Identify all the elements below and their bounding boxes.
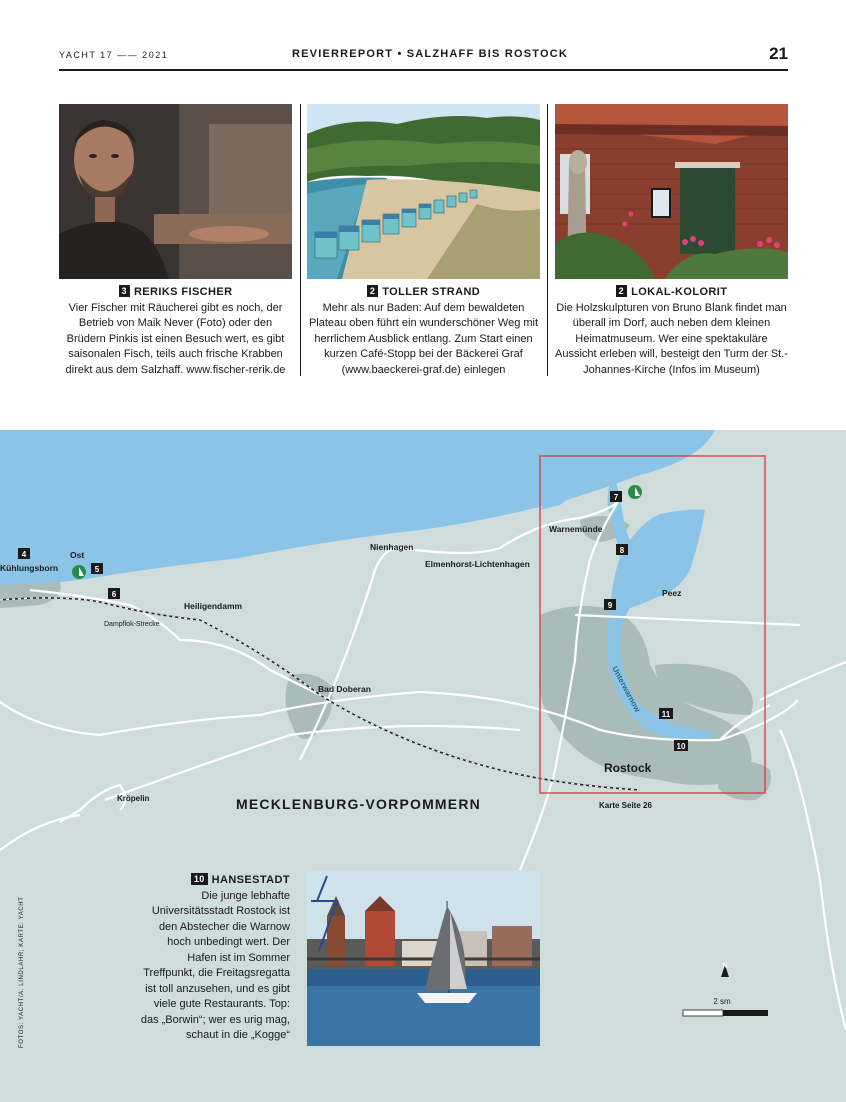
feature-caption [307,285,540,378]
caption-title [59,285,292,301]
place-bad-doberan: Bad Doberan [318,684,371,694]
region-label: MECKLENBURG-VORPOMMERN [236,796,481,812]
marker-badge: 2 [616,285,627,297]
caption-text: Vier Fischer mit Räucherei gibt es noch, der Betrieb von Maik Never (Foto) oder den Brüdern Pinkis ist einen Besuch wert, es gibt saisonalen Fisch, teils auch frische Krabben direkt aus dem Salzhaff. www.fischer-rerik.de [65,301,286,376]
caption-title-text: LOKAL-KOLORIT [631,286,728,298]
column-divider [547,104,548,376]
north-label: N [722,963,728,970]
place-rostock: Rostock [604,761,652,775]
scale-bar [683,1010,768,1016]
scale-label: 2 sm [713,997,731,1006]
museum-photo [555,104,788,279]
river-label: Unterwarnow [610,664,642,714]
place-ost: Ost [70,550,85,560]
marker-5: 5 [94,565,100,574]
feature-caption [555,285,788,378]
caption-text: Die Holzskulpturen von Bruno Blank findet man überall im Dorf, auch neben dem kleinen Heimatmuseum. Wer eine spektakuläre Aussicht erleben will, besteigt den Turm der St.-Johannes-Kirche (Infos im Museum) [555,301,788,376]
marker-badge: 10 [191,873,208,885]
place-heiligendamm: Heiligendamm [184,601,243,611]
rostock-harbour-photo [307,871,540,1046]
place-kroepelin: Kröpelin [117,794,150,803]
caption-title [307,285,540,301]
caption-title-text: HANSESTADT [211,874,290,886]
caption-title-text: RERIKS FISCHER [133,286,233,298]
hansestadt-caption [140,873,290,1044]
photo-credit [19,878,29,1048]
caption-text: Mehr als nur Baden: Auf dem bewaldeten Plateau oben führt ein wunderschöner Weg mit herrlichem Ausblick entlang. Zum Start einen kurzen Café-Stopp bei der Bäckerei Graf (www.baeckerei-graf.de) einlegen [308,301,539,376]
photo-credit-text: FOTOS: YACHT/A. LINDLAHR; KARTE: YACHT [19,896,25,1048]
feature-caption [59,285,292,378]
header-rule [59,69,788,71]
marker-10: 10 [676,742,686,751]
place-nienhagen: Nienhagen [370,542,414,552]
place-peez: Peez [662,588,682,598]
marker-6: 6 [111,590,117,599]
column-divider [300,104,301,376]
page-number: 21 [769,44,788,63]
beach-photo [307,104,540,279]
railway-label: Dampflok-Strecke [104,621,160,628]
marker-4: 4 [21,550,27,559]
caption-text: Die junge lebhafte Universitätsstadt Rostock ist den Abstecher die Warnow hoch unbedingt wert. Der Hafen ist im Sommer Treffpunkt, die Freitagsregatta ist toll anzusehen, und es gibt viele gute Restaurants. Top: das „Borwin“; wer es urig mag, schaut in die „Kogge“ [140,889,290,1041]
section-title: REVIERREPORT • SALZHAFF BIS ROSTOCK [292,48,569,60]
marker-9: 9 [607,601,613,610]
marker-badge: 3 [119,285,130,297]
marker-badge: 2 [367,285,378,297]
inset-label: Karte Seite 26 [599,801,652,810]
place-elmenhorst: Elmenhorst-Lichtenhagen [425,559,530,569]
magazine-issue: YACHT 17 —— 2021 [59,50,169,60]
fisherman-photo [59,104,292,279]
caption-title [140,873,290,889]
place-warnemuende: Warnemünde [549,524,603,534]
caption-title [555,285,788,301]
place-kuehlungsborn: Kühlungsborn [0,563,59,573]
marker-7: 7 [613,493,619,502]
marker-11: 11 [661,710,671,719]
caption-title-text: TOLLER STRAND [382,286,481,298]
marker-8: 8 [619,546,625,555]
